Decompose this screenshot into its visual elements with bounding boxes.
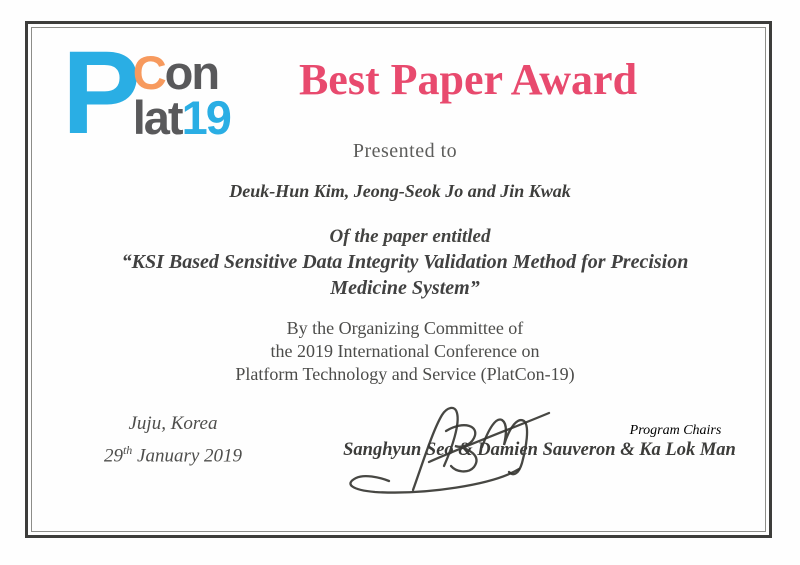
presented-to-label: Presented to <box>352 140 458 162</box>
issuer-block <box>0 317 800 386</box>
award-title: Best Paper Award <box>298 55 638 104</box>
paper-title <box>70 249 740 301</box>
platcon-logo <box>62 27 230 159</box>
logo-letter-c: C <box>132 46 165 99</box>
paper-title-line2: Medicine System” <box>330 277 480 299</box>
logo-rows <box>132 46 230 144</box>
paper-entitled-label: Of the paper entitled <box>329 226 491 247</box>
logo-row-top <box>132 46 230 99</box>
place: Juju, Korea <box>128 413 218 434</box>
date-rest: January 2019 <box>132 445 243 467</box>
program-chairs-label: Program Chairs <box>629 423 722 438</box>
date-day: 29 <box>103 445 123 467</box>
logo-letters-lat: lat <box>132 91 182 144</box>
issuer-line1: By the Organizing Committee of <box>286 318 524 338</box>
logo-year-19: 19 <box>181 91 230 144</box>
logo-letter-p: P <box>62 27 137 159</box>
issuer-line2: the 2019 International Conference on <box>270 341 540 361</box>
logo-letters-on: on <box>164 46 219 99</box>
recipient-names: Deuk-Hun Kim, Jeong-Seok Jo and Jin Kwak <box>229 181 571 201</box>
logo-row-bottom <box>132 91 230 144</box>
issuer-line3: Platform Technology and Service (PlatCon-19) <box>235 364 575 384</box>
date-ordinal: th <box>122 443 133 457</box>
program-chairs-names: Sanghyun Seo & Damien Sauveron & Ka Lok Man <box>343 440 736 460</box>
place-date-block <box>58 411 288 469</box>
paper-title-line1: “KSI Based Sensitive Data Integrity Validation Method for Precision <box>121 251 689 273</box>
date <box>58 437 288 469</box>
